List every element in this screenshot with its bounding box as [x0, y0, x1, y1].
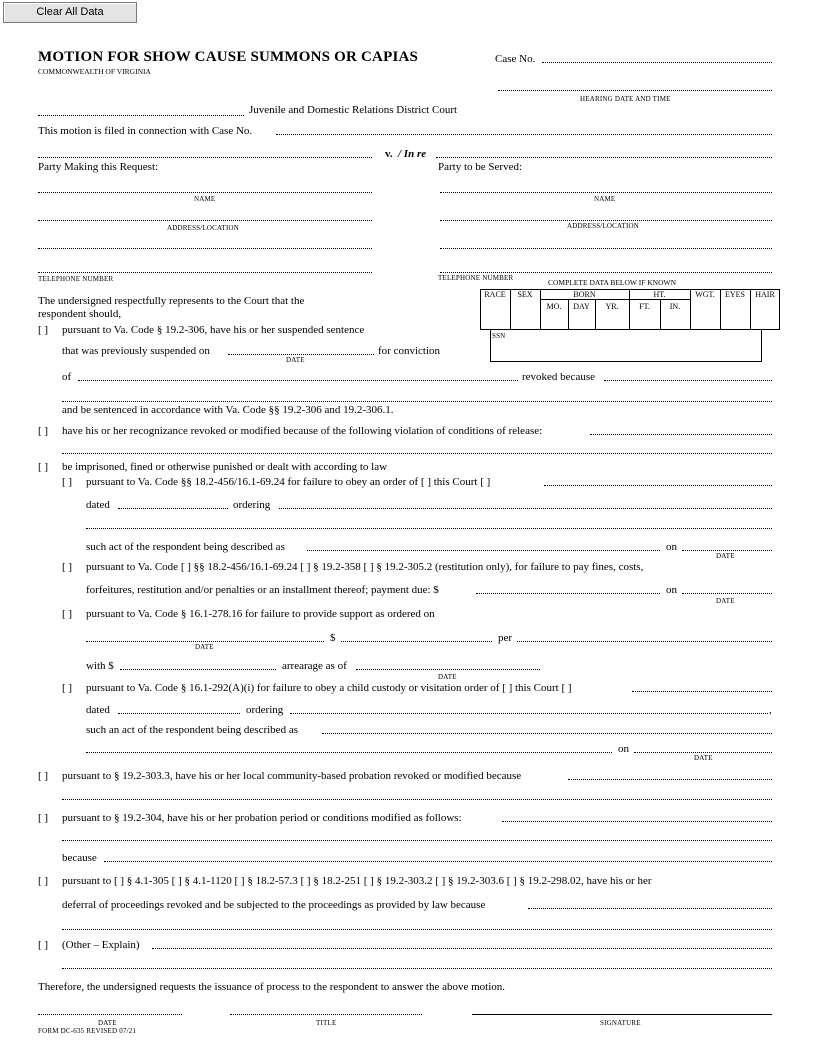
sex-header: SEX [517, 290, 533, 299]
served-address-field[interactable] [440, 220, 772, 221]
ht-header: HT. [653, 290, 666, 299]
wgt-header: WGT. [695, 290, 715, 299]
intro-line2: respondent should, [38, 308, 122, 320]
s7-checkbox[interactable]: [ ] [38, 939, 49, 951]
s3a-act-field[interactable] [307, 550, 660, 551]
s3d-comma: , [769, 704, 772, 716]
s3c-date-label: DATE [195, 643, 214, 651]
s3a-checkbox[interactable]: [ ] [62, 476, 73, 488]
s3c-amount-field[interactable] [341, 641, 492, 642]
s3c-dollar: $ [330, 632, 336, 644]
ft-header: FT. [639, 302, 650, 311]
therefore-text: Therefore, the undersigned requests the issuance of process to the respondent to answer the above motion. [38, 981, 506, 993]
s3a-dated: dated [86, 499, 110, 511]
footer-title-label: TITLE [316, 1019, 337, 1027]
signature-label: SIGNATURE [600, 1019, 641, 1027]
s3d-ordering-field[interactable] [290, 713, 768, 714]
served-label: Party to be Served: [438, 161, 523, 173]
s3c-date-field[interactable] [86, 641, 324, 642]
s2-text: have his or her recognizance revoked or modified because of the following violation of conditions of release: [62, 425, 543, 437]
s3c-per: per [498, 632, 513, 644]
eyes-header: EYES [725, 290, 745, 299]
s3a-on-date-field[interactable] [682, 550, 772, 551]
served-address-label: ADDRESS/LOCATION [567, 222, 640, 230]
party-in-re-field[interactable] [436, 157, 772, 158]
served-name-field[interactable] [440, 192, 772, 193]
s6-deferral-text: deferral of proceedings revoked and be subjected to the proceedings as provided by law because [62, 899, 486, 911]
s1-text: pursuant to Va. Code § 19.2-306, have his or her suspended sentence [62, 324, 365, 336]
s1-for-conviction: for conviction [378, 345, 441, 357]
s1-of-field[interactable] [78, 380, 518, 381]
requester-address-field[interactable] [38, 220, 372, 221]
s3d-court-field[interactable] [632, 691, 772, 692]
requester-address-line2[interactable] [38, 248, 372, 249]
s3c-text: pursuant to Va. Code § 16.1-278.16 for failure to provide support as ordered on [86, 608, 435, 620]
s5-text: pursuant to § 19.2-304, have his or her probation period or conditions modified as follows: [62, 812, 462, 824]
s5-field-line2[interactable] [62, 840, 772, 841]
s3c-with: with $ [86, 660, 114, 672]
v-label: v. [385, 148, 393, 160]
s3c-per-field[interactable] [517, 641, 772, 642]
s3c-arrearage-as-of: arrearage as of [282, 660, 347, 672]
s5-because: because [62, 852, 97, 864]
served-name-label: NAME [594, 195, 616, 203]
s2-field[interactable] [590, 434, 772, 435]
clear-all-data-button[interactable]: Clear All Data [3, 2, 137, 23]
s2-checkbox[interactable]: [ ] [38, 425, 49, 437]
s6-because-field[interactable] [528, 908, 772, 909]
s3a-date-label: DATE [716, 552, 735, 560]
hair-header: HAIR [755, 290, 775, 299]
s3a-ordering-line2[interactable] [86, 528, 772, 529]
ssn-label: SSN [492, 332, 506, 340]
requester-name-label: NAME [194, 195, 216, 203]
s3a-ordering: ordering [233, 499, 271, 511]
hearing-date-field[interactable] [498, 90, 772, 91]
s3b-on-date-field[interactable] [682, 593, 772, 594]
s3b-text: pursuant to Va. Code [ ] §§ 18.2-456/16.1-69.24 [ ] § 19.2-358 [ ] § 19.2-305.2 (restitution only), for failure to pay fines, costs, [86, 561, 644, 573]
s1-revoked-field[interactable] [604, 380, 772, 381]
s2-field-line2[interactable] [62, 453, 772, 454]
party-v-field[interactable] [38, 157, 372, 158]
s6-checkbox[interactable]: [ ] [38, 875, 49, 887]
born-header: BORN [573, 290, 596, 299]
footer-date-label: DATE [98, 1019, 117, 1027]
s3c-arrearage-date-label: DATE [438, 673, 457, 681]
court-name-field[interactable] [38, 115, 244, 116]
served-phone-field[interactable] [440, 272, 772, 273]
s3a-on: on [666, 541, 677, 553]
s3d-dated: dated [86, 704, 110, 716]
in-re-label: / In re [398, 148, 427, 160]
s4-text: pursuant to § 19.2-303.3, have his or her local community-based probation revoked or modified because [62, 770, 522, 782]
hearing-date-label: HEARING DATE AND TIME [580, 95, 671, 103]
s7-explain-line2[interactable] [62, 968, 772, 969]
ssn-box[interactable] [490, 330, 762, 362]
s3b-checkbox[interactable]: [ ] [62, 561, 73, 573]
s3d-act-line2[interactable] [86, 752, 612, 753]
s7-explain-field[interactable] [152, 948, 772, 949]
descriptor-heading: COMPLETE DATA BELOW IF KNOWN [548, 278, 677, 287]
served-address-line2[interactable] [440, 248, 772, 249]
court-label: Juvenile and Domestic Relations District Court [249, 104, 458, 116]
requester-address-label: ADDRESS/LOCATION [167, 224, 240, 232]
race-header: RACE [484, 290, 506, 299]
s3d-dated-field[interactable] [118, 713, 240, 714]
s5-checkbox[interactable]: [ ] [38, 812, 49, 824]
s1-of: of [62, 371, 72, 383]
s3b-payment-due: forfeitures, restitution and/or penalties or an installment thereof; payment due: $ [86, 584, 439, 596]
s7-text: (Other – Explain) [62, 939, 140, 951]
s3a-dated-field[interactable] [118, 508, 228, 509]
case-no-label: Case No. [495, 53, 536, 65]
s3c-arrearage-date[interactable] [356, 669, 540, 670]
requester-phone-field[interactable] [38, 272, 372, 273]
s3d-such-act: such an act of the respondent being described as [86, 724, 298, 736]
filed-case-label: This motion is filed in connection with Case No. [38, 125, 253, 137]
requester-label: Party Making this Request: [38, 161, 159, 173]
requester-phone-label: TELEPHONE NUMBER [38, 275, 114, 283]
s5-because-field[interactable] [104, 861, 772, 862]
s3a-text: pursuant to Va. Code §§ 18.2-456/16.1-69.24 for failure to obey an order of [ ] this Court [ ] [86, 476, 491, 488]
footer-date-field[interactable] [38, 1014, 182, 1015]
s3d-date-label: DATE [694, 754, 713, 762]
s3-text: be imprisoned, fined or otherwise punished or dealt with according to law [62, 461, 388, 473]
form-number: FORM DC-635 REVISED 07/21 [38, 1027, 137, 1035]
case-no-field[interactable] [542, 62, 772, 63]
s3c-checkbox[interactable]: [ ] [62, 608, 73, 620]
signature-line[interactable] [472, 1014, 772, 1015]
form-title: MOTION FOR SHOW CAUSE SUMMONS OR CAPIAS [38, 49, 419, 65]
mo-header: MO. [546, 302, 562, 311]
s3a-ordering-field[interactable] [279, 508, 772, 509]
s3b-on: on [666, 584, 677, 596]
s3-checkbox[interactable]: [ ] [38, 461, 49, 473]
day-header: DAY [573, 302, 590, 311]
s3a-such-act: such act of the respondent being described as [86, 541, 285, 553]
s3b-date-label: DATE [716, 597, 735, 605]
s1-suspended-on: that was previously suspended on [62, 345, 210, 357]
filed-case-field[interactable] [276, 134, 772, 135]
s4-checkbox[interactable]: [ ] [38, 770, 49, 782]
s1-revoked-because: revoked because [522, 371, 595, 383]
served-phone-label: TELEPHONE NUMBER [438, 274, 514, 282]
s4-field[interactable] [568, 779, 772, 780]
yr-header: YR. [605, 302, 619, 311]
requester-name-field[interactable] [38, 192, 372, 193]
s1-sentenced-text: and be sentenced in accordance with Va. Code §§ 19.2-306 and 19.2-306.1. [62, 404, 394, 416]
s6-text: pursuant to [ ] § 4.1-305 [ ] § 4.1-1120 [ ] § 18.2-57.3 [ ] § 18.2-251 [ ] § 19.2-303.2 [ ] § 19.2-303.6 [ ] § 19.2-298.02, have his or her [62, 875, 652, 887]
s6-because-line2[interactable] [62, 929, 772, 930]
s3d-on: on [618, 743, 629, 755]
s5-field[interactable] [502, 821, 772, 822]
s4-field-line2[interactable] [62, 799, 772, 800]
intro-line1: The undersigned respectfully represents to the Court that the [38, 295, 305, 307]
form-subtitle: COMMONWEALTH OF VIRGINIA [38, 67, 151, 76]
s3d-checkbox[interactable]: [ ] [62, 682, 73, 694]
s3d-text: pursuant to Va. Code § 16.1-292(A)(i) for failure to obey a child custody or visitation order of [ ] this Court [ ] [86, 682, 572, 694]
s3d-act-field[interactable] [322, 733, 772, 734]
in-header: IN. [669, 302, 681, 311]
s1-checkbox[interactable]: [ ] [38, 324, 49, 336]
s3d-on-date-field[interactable] [634, 752, 772, 753]
s3a-court-field[interactable] [544, 485, 772, 486]
s1-date-field[interactable] [228, 354, 374, 355]
s1-date-label: DATE [286, 356, 305, 364]
s3c-arrearage-amount[interactable] [120, 669, 276, 670]
footer-title-field[interactable] [230, 1014, 422, 1015]
s3d-ordering: ordering [246, 704, 284, 716]
s1-revoked-line2[interactable] [62, 401, 772, 402]
s3b-amount-field[interactable] [476, 593, 660, 594]
